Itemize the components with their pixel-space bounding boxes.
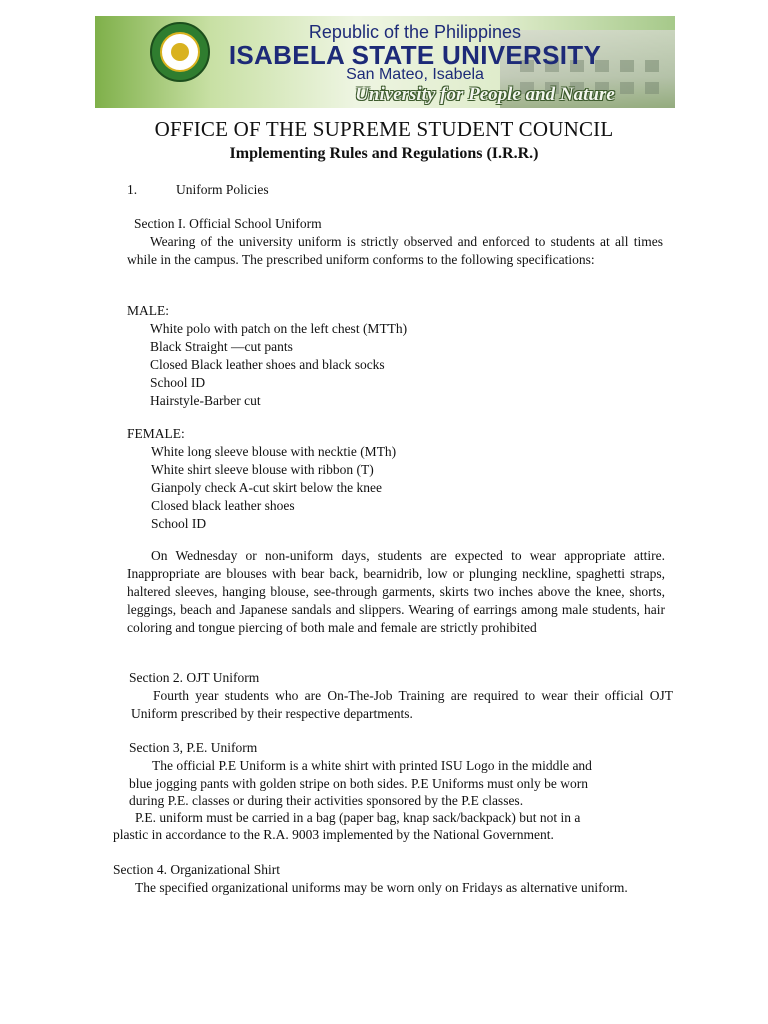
male-item: School ID bbox=[150, 375, 206, 390]
female-item: White shirt sleeve blouse with ribbon (T) bbox=[151, 462, 374, 477]
policy-number: 1. bbox=[127, 182, 138, 197]
male-item: Hairstyle-Barber cut bbox=[150, 393, 261, 408]
female-item: Gianpoly check A-cut skirt below the knee bbox=[151, 480, 382, 495]
office-title: OFFICE OF THE SUPREME STUDENT COUNCIL bbox=[154, 117, 614, 141]
section-4-heading: Section 4. Organizational Shirt bbox=[113, 862, 280, 877]
document-subtitle: Implementing Rules and Regulations (I.R.R.) bbox=[229, 145, 539, 162]
banner-location: San Mateo, Isabela bbox=[346, 66, 484, 83]
section-3-line: during P.E. classes or during their activities sponsored by the P.E classes. bbox=[129, 793, 524, 808]
banner-university-name: ISABELA STATE UNIVERSITY bbox=[228, 40, 602, 70]
female-item: White long sleeve blouse with necktie (MTh) bbox=[151, 444, 397, 459]
male-item: Closed Black leather shoes and black socks bbox=[150, 357, 385, 372]
banner-tagline: University for People and Nature bbox=[355, 84, 615, 105]
female-item: Closed black leather shoes bbox=[151, 498, 295, 513]
section-4-text: The specified organizational uniforms may be worn only on Fridays as alternative uniform. bbox=[135, 880, 628, 895]
section-3-line: P.E. uniform must be carried in a bag (paper bag, knap sack/backpack) but not in a bbox=[135, 810, 581, 825]
male-item: Black Straight —cut pants bbox=[150, 339, 293, 354]
section-1-intro: Wearing of the university uniform is strictly observed and enforced to students at all times while in the campus. The prescribed uniform conforms to the following specifications: bbox=[127, 234, 663, 267]
section-3-line: blue jogging pants with golden stripe on both sides. P.E Uniforms must only be worn bbox=[129, 776, 588, 791]
section-1-heading: Section I. Official School Uniform bbox=[134, 216, 322, 231]
female-label: FEMALE: bbox=[127, 426, 185, 441]
section-2-heading: Section 2. OJT Uniform bbox=[129, 670, 260, 685]
female-item: School ID bbox=[151, 516, 207, 531]
banner-republic: Republic of the Philippines bbox=[308, 22, 522, 42]
policy-title: Uniform Policies bbox=[176, 182, 269, 197]
section-3-line: The official P.E Uniform is a white shirt with printed ISU Logo in the middle and bbox=[152, 758, 592, 773]
isu-seal-icon bbox=[150, 22, 210, 82]
section-2-text: Fourth year students who are On-The-Job Training are required to wear their official OJT Uniform prescribed by their respective departments. bbox=[131, 688, 673, 721]
non-uniform-paragraph: On Wednesday or non-uniform days, students are expected to wear appropriate attire. Inappropriate are blouses with bear back, bearnidrib, low or plunging neckline, spaghetti straps, haltered sleeves, hanging blouse, see-through garments, skirts two inches above the knee, shorts, leggings, beach and Japanese sandals and slippers. Wearing of earrings among male students, hair coloring and tongue piercing of both male and female are strictly prohibited bbox=[127, 548, 665, 635]
section-3-line: plastic in accordance to the R.A. 9003 implemented by the National Government. bbox=[113, 827, 554, 842]
male-item: White polo with patch on the left chest (MTTh) bbox=[150, 321, 408, 336]
male-label: MALE: bbox=[127, 303, 169, 318]
section-3-heading: Section 3, P.E. Uniform bbox=[129, 740, 258, 755]
